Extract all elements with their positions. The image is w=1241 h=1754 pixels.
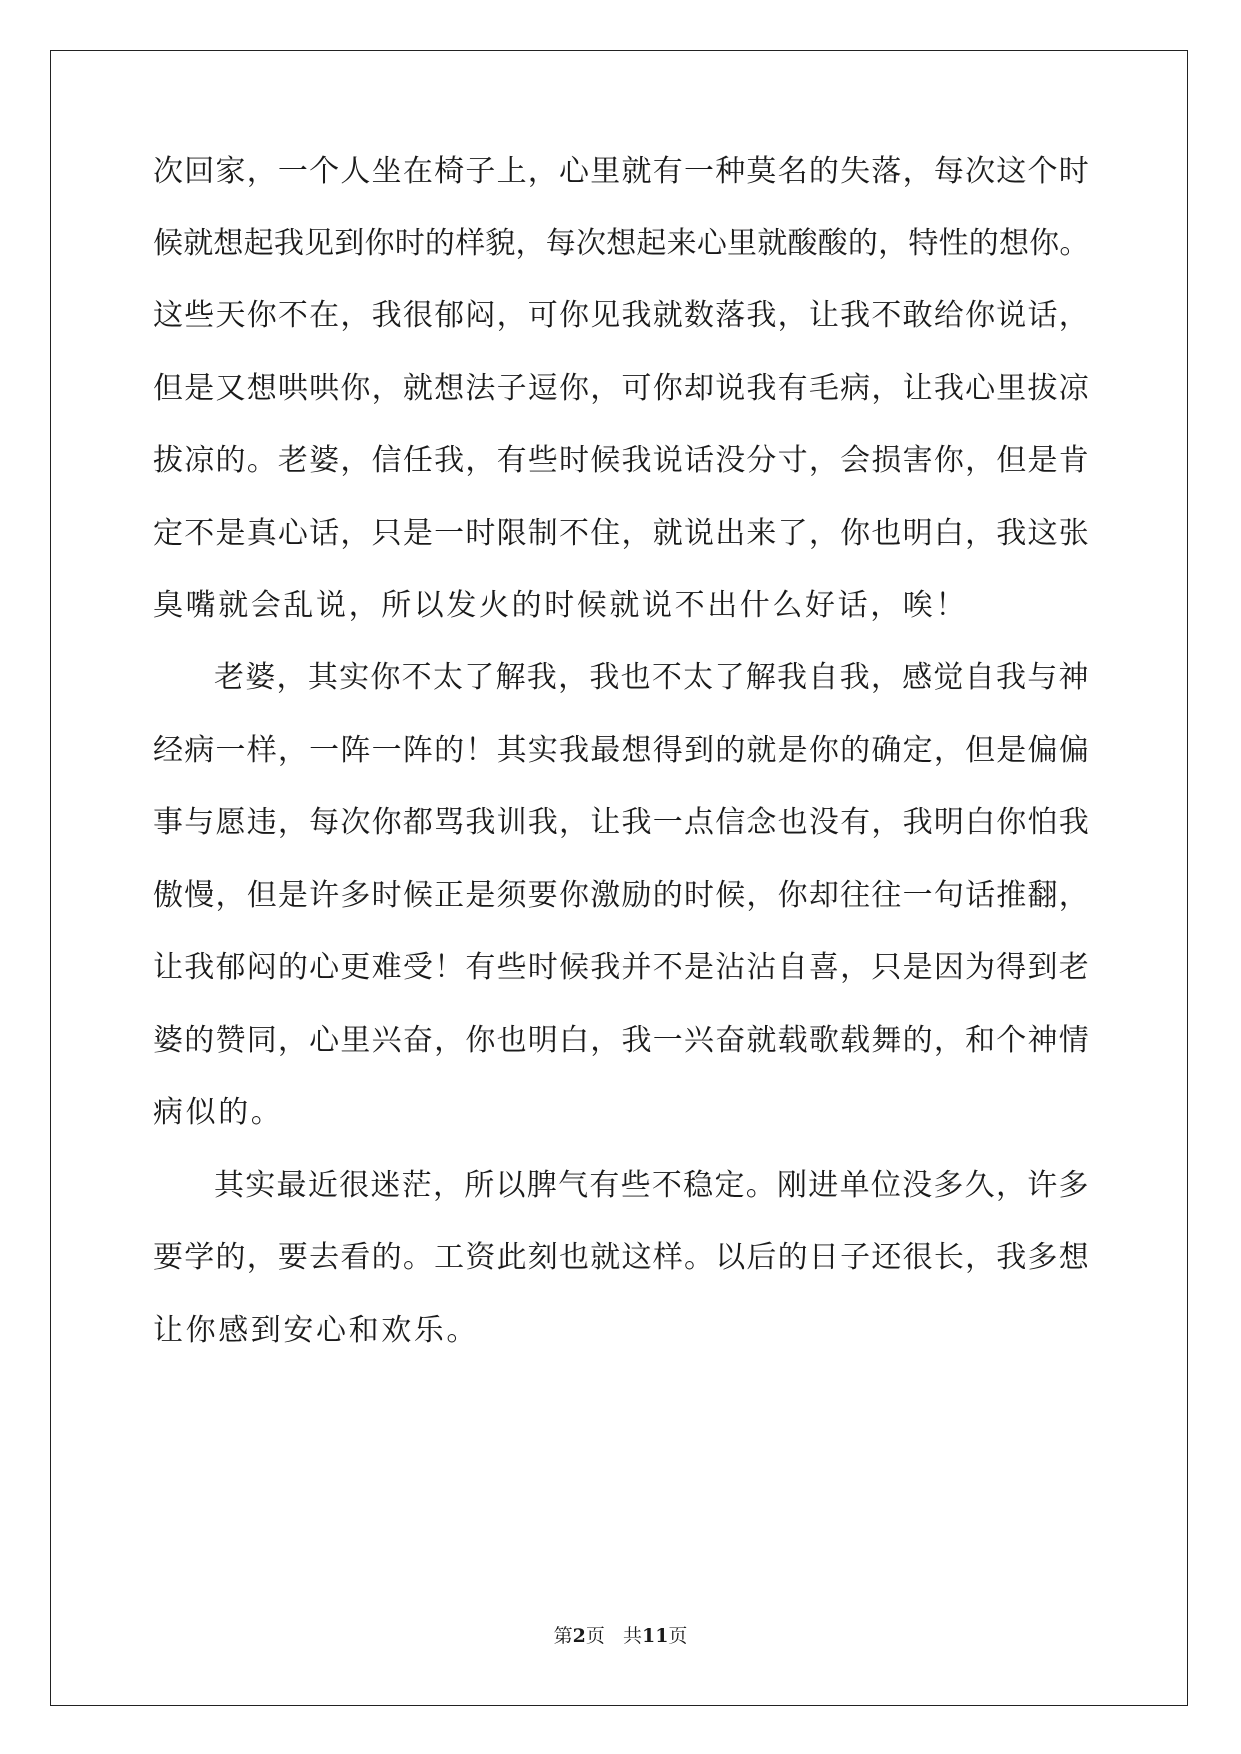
text-line: 臭嘴就会乱说，所以发火的时候就说不出什么好话，唉！ <box>153 588 968 623</box>
text-line: 次回家，一个人坐在椅子上，心里就有一种莫名的失落，每次这个时 <box>153 154 1090 189</box>
text-line: 婆的赞同，心里兴奋，你也明白，我一兴奋就载歌载舞的，和个神情 <box>153 1023 1090 1058</box>
page-footer <box>0 1624 1241 1648</box>
paragraph-start-line: 老婆，其实你不太了解我，我也不太了解我自我，感觉自我与神 <box>214 660 1090 695</box>
text-line: 这些天你不在，我很郁闷，可你见我就数落我，让我不敢给你说话， <box>153 298 1090 333</box>
page-suffix: 页 <box>585 1625 605 1647</box>
page-number: 2 <box>572 1625 586 1647</box>
text-line: 但是又想哄哄你，就想法子逗你，可你却说我有毛病，让我心里拔凉 <box>153 371 1090 406</box>
text-line: 经病一样，一阵一阵的！其实我最想得到的就是你的确定，但是偏偏 <box>153 733 1090 768</box>
paragraph-start-line: 其实最近很迷茫，所以脾气有些不稳定。刚进单位没多久，许多 <box>214 1168 1090 1203</box>
text-line: 让你感到安心和欢乐。 <box>153 1313 479 1348</box>
total-suffix: 页 <box>668 1625 688 1647</box>
text-line: 候就想起我见到你时的样貌，每次想起来心里就酸酸的，特性的想你。 <box>153 226 1090 261</box>
total-pages: 11 <box>641 1625 669 1647</box>
text-line: 拔凉的。老婆，信任我，有些时候我说话没分寸，会损害你，但是肯 <box>153 443 1090 478</box>
text-line: 事与愿违，每次你都骂我训我，让我一点信念也没有，我明白你怕我 <box>153 805 1090 840</box>
text-line: 定不是真心话，只是一时限制不住，就说出来了，你也明白，我这张 <box>153 516 1090 551</box>
text-line: 要学的，要去看的。工资此刻也就这样。以后的日子还很长，我多想 <box>153 1240 1090 1275</box>
total-prefix: 共 <box>622 1625 642 1647</box>
text-line: 让我郁闷的心更难受！有些时候我并不是沾沾自喜，只是因为得到老 <box>153 950 1090 985</box>
page-prefix: 第 <box>553 1625 573 1647</box>
text-line: 病似的。 <box>153 1095 284 1130</box>
text-line: 傲慢，但是许多时候正是须要你激励的时候，你却往往一句话推翻， <box>153 878 1090 913</box>
